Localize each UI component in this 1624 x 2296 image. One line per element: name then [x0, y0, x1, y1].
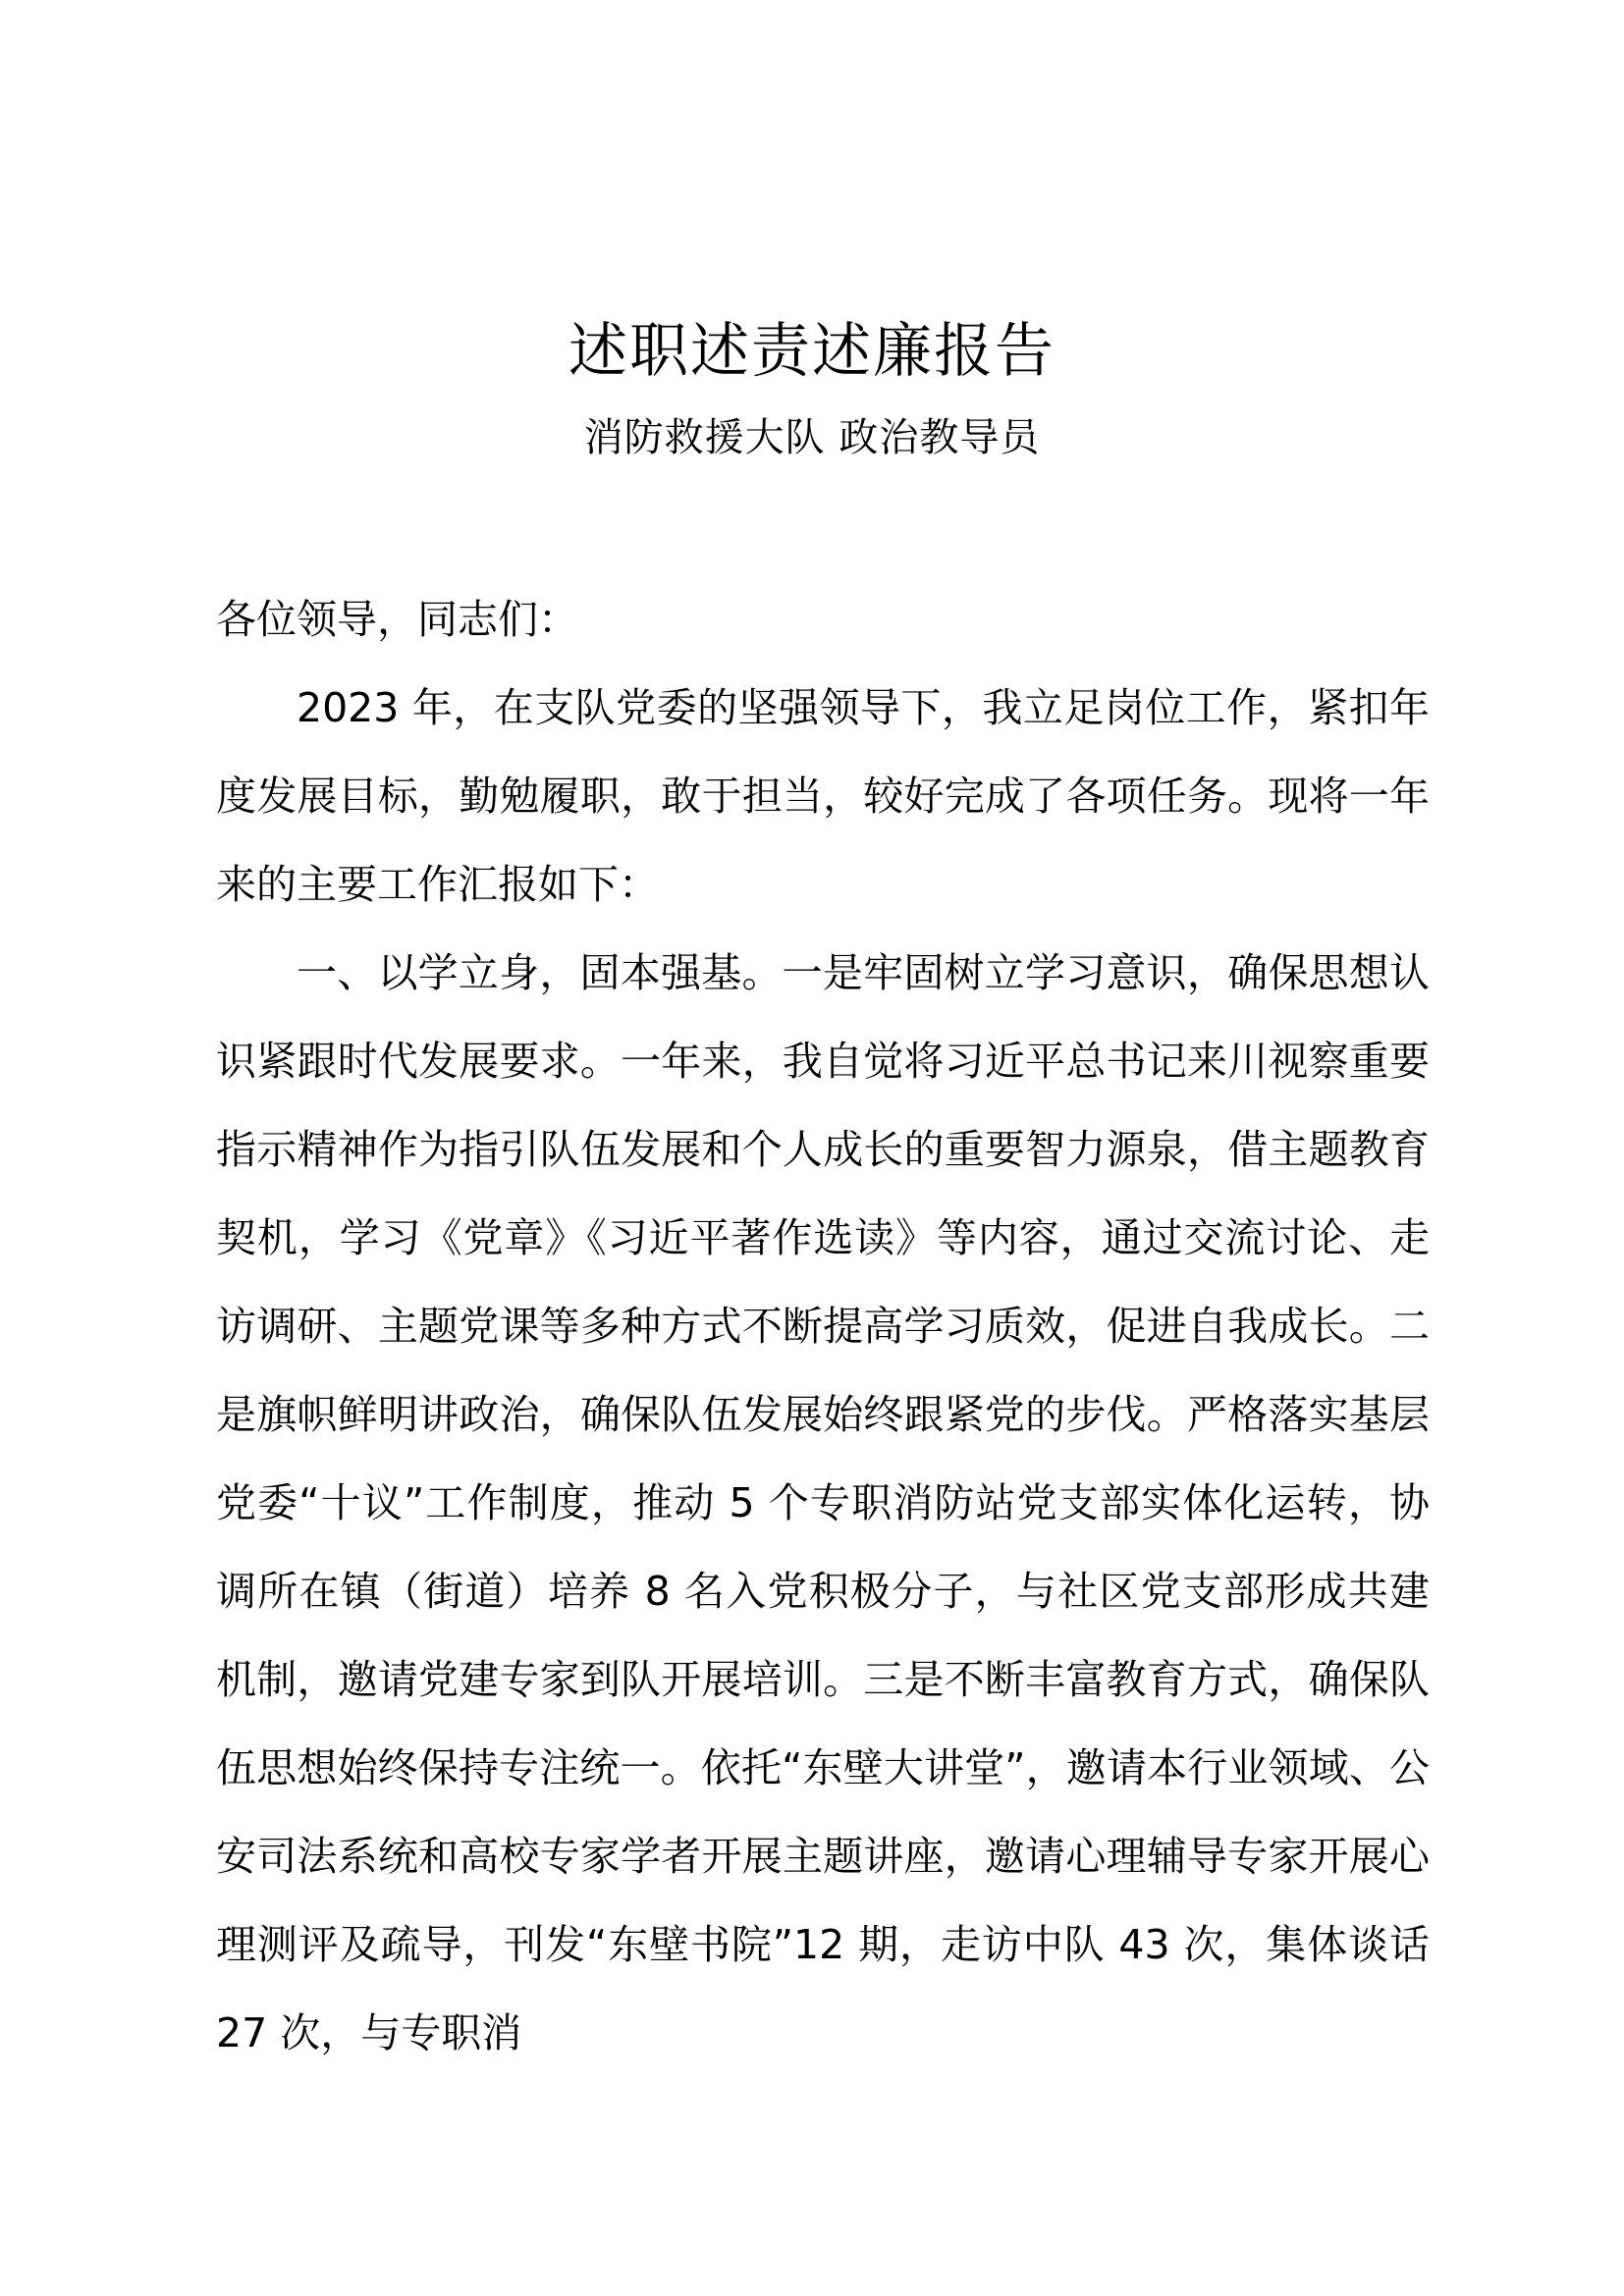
salutation: 各位领导，同志们： — [216, 596, 578, 643]
document-body — [216, 575, 1430, 2077]
document-subtitle: 消防救援大队 政治教导员 — [583, 415, 1041, 460]
paragraph-section-1: 一、以学立身，固本强基。一是牢固树立学习意识，确保思想认识紧跟时代发展要求。一年来，我自觉将习近平总书记来川视察重要指示精神作为指引队伍发展和个人成长的重要智力源泉，借主题教育契机，学习《党章》《习近平著作选读》等内容，通过交流讨论、走访调研、主题党课等多种方式不断提高学习质效，促进自我成长。二是旗帜鲜明讲政治，确保队伍发展始终跟紧党的步伐。严格落实基层党委“十议”工作制度，推动 5 个专职消防站党支部实体化运转，协调所在镇（街道）培养 8 名入党积极分子，与社区党支部形成共建机制，邀请党建专家到队开展培训。三是不断丰富教育方式，确保队伍思想始终保持专注统一。依托“东壁大讲堂”，邀请本行业领域、公安司法系统和高校专家学者开展主题讲座，邀请心理辅导专家开展心理测评及疏导，刊发“东壁书院”12 期，走访中队 43 次，集体谈话 27 次，与专职消 — [216, 949, 1430, 2056]
document-title: 述职述责述廉报告 — [568, 317, 1056, 386]
paragraph-intro: 2023 年，在支队党委的坚强领导下，我立足岗位工作，紧扣年度发展目标，勤勉履职，敢于担当，较好完成了各项任务。现将一年来的主要工作汇报如下： — [216, 684, 1430, 908]
